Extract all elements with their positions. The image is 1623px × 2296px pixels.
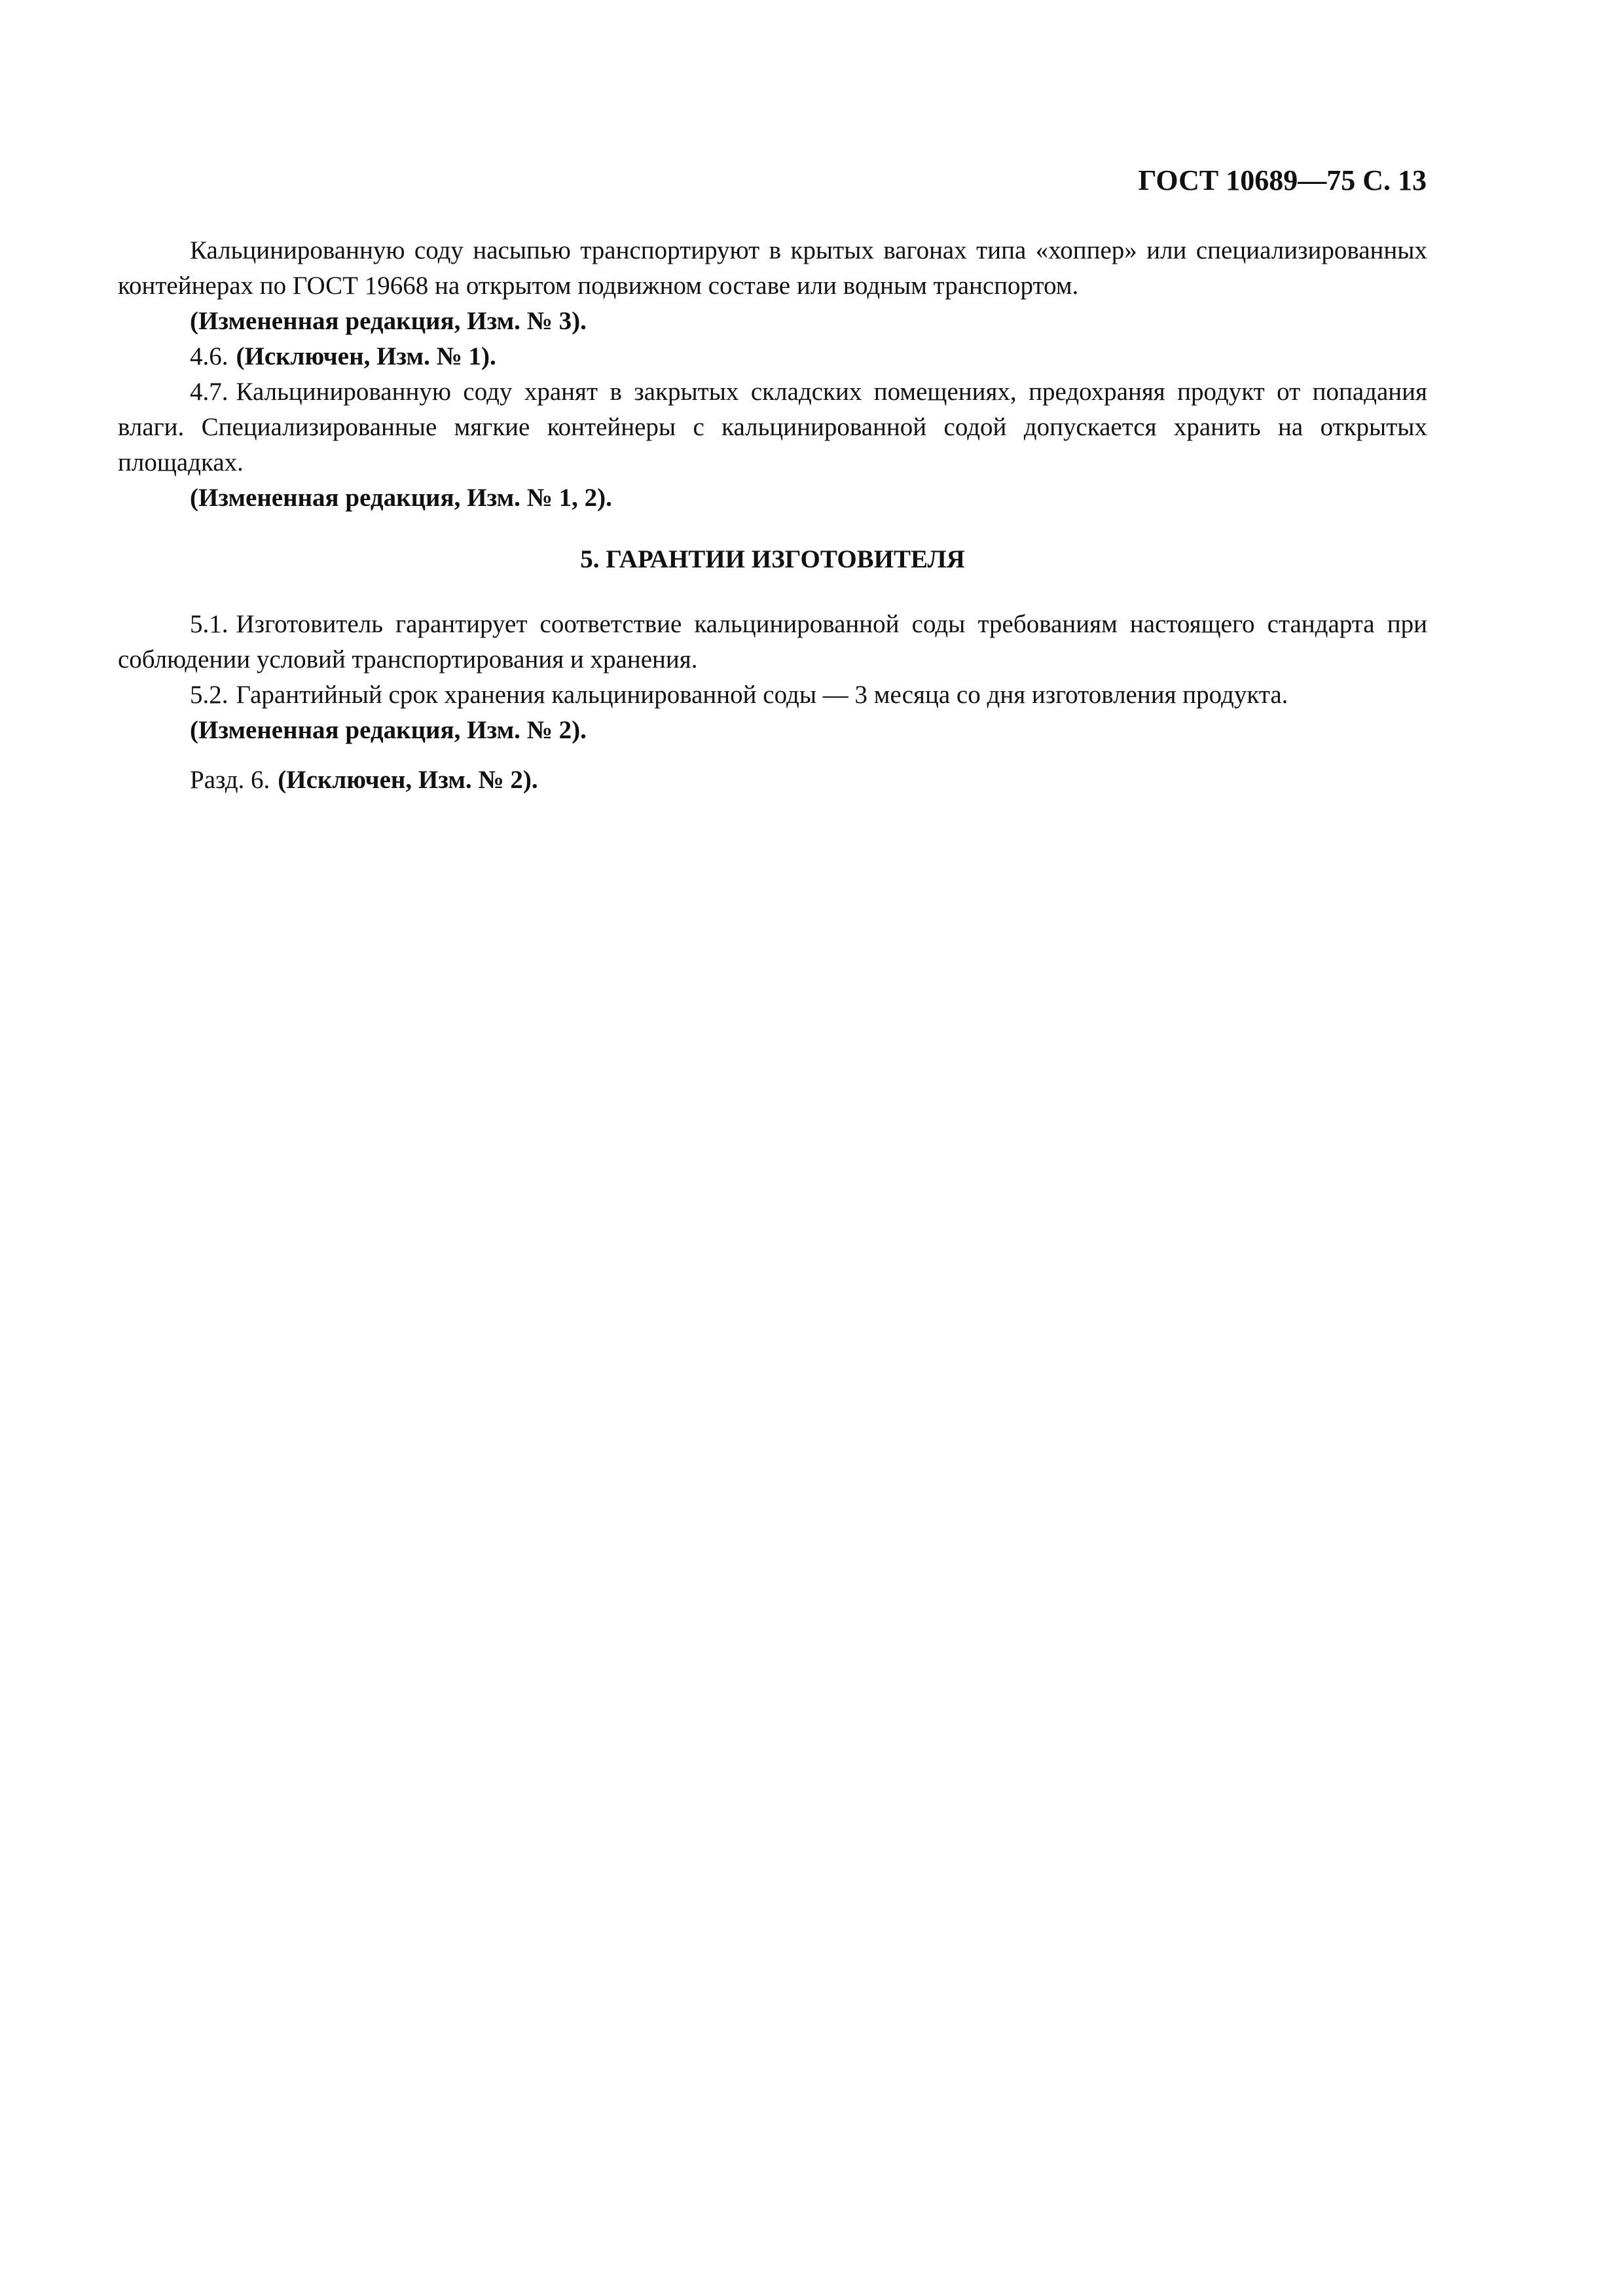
page-header: ГОСТ 10689—75 С. 13 <box>1138 164 1427 196</box>
document-body <box>118 233 1427 798</box>
clause-5-2 <box>118 677 1427 713</box>
clause-4-6 <box>118 339 1427 374</box>
amendment-note: (Измененная редакция, Изм. № 2). <box>190 716 587 744</box>
amendment-note: (Измененная редакция, Изм. № 3). <box>190 307 587 335</box>
section-6-note <box>118 762 1427 798</box>
clause-number: 4.7. <box>190 378 228 406</box>
section-status: (Исключен, Изм. № 2). <box>278 766 538 794</box>
clause-text: Гарантийный срок хранения кальцинированной соды — 3 месяца со дня изготовления продукта. <box>236 681 1288 709</box>
clause-text: (Исключен, Изм. № 1). <box>236 342 496 370</box>
paragraph-transport-bulk: Кальцинированную соду насыпью транспортируют в крытых вагонах типа «хоппер» или специализированных контейнерах по ГОСТ 19668 на открытом подвижном составе или водным транспортом. <box>118 236 1427 300</box>
clause-4-7 <box>118 374 1427 480</box>
clause-text: Изготовитель гарантирует соответствие кальцинированной соды требованиям настоящего стандарта при соблюдении условий транспортирования и хранения. <box>118 610 1427 673</box>
section-title: 5. ГАРАНТИИ ИЗГОТОВИТЕЛЯ <box>580 545 965 573</box>
clause-number: 5.1. <box>190 610 228 638</box>
clause-5-1 <box>118 607 1427 677</box>
amendment-note: (Измененная редакция, Изм. № 1, 2). <box>190 484 612 512</box>
clause-text: Кальцинированную соду хранят в закрытых складских помещениях, предохраняя продукт от попадания влаги. Специализированные мягкие контейнеры с кальцинированной содой допускается хранить на открытых площадках. <box>118 378 1427 476</box>
section-label: Разд. 6. <box>190 766 270 794</box>
clause-number: 4.6. <box>190 342 228 370</box>
clause-number: 5.2. <box>190 681 228 709</box>
